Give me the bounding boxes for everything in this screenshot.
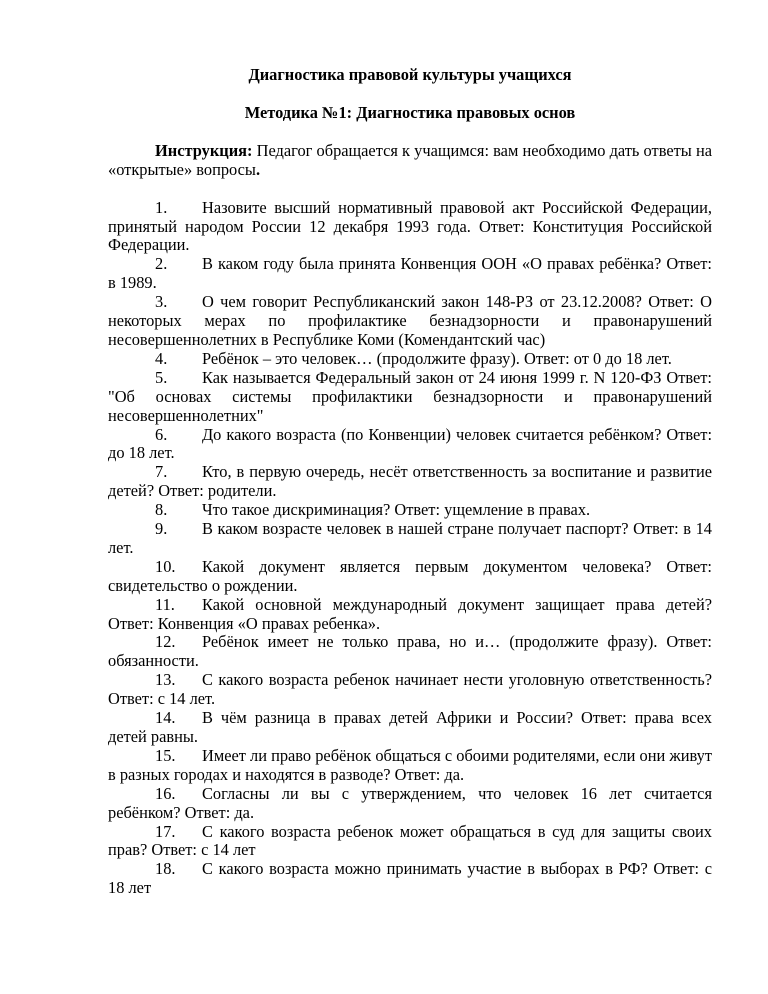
question-item — [108, 426, 712, 464]
question-number: 8. — [155, 500, 168, 520]
question-item — [108, 671, 712, 709]
question-number: 12. — [155, 632, 176, 652]
question-number: 11. — [155, 594, 175, 614]
instruction-paragraph — [108, 142, 712, 180]
question-text: Назовите высший нормативный правовой акт Российской Федерации, принятый народом России 12 декабря 1993 года. Ответ: Конституция Российской Федерации. — [108, 197, 712, 255]
question-number: 6. — [155, 424, 168, 444]
question-number: 10. — [155, 556, 176, 576]
question-item — [108, 596, 712, 634]
question-text: В каком году была принята Конвенция ООН «О правах ребёнка? Ответ: в 1989. — [108, 254, 712, 293]
question-text: Какой основной международный документ защищает права детей? Ответ: Конвенция «О правах ребенка». — [108, 594, 712, 633]
instruction-label: Инструкция: — [155, 140, 253, 160]
question-item — [108, 709, 712, 747]
question-list — [108, 199, 712, 899]
question-item — [108, 785, 712, 823]
question-item — [108, 463, 712, 501]
question-text: С какого возраста можно принимать участие в выборах в РФ? Ответ: с 18 лет — [108, 859, 712, 898]
question-item — [108, 501, 712, 520]
question-item — [108, 369, 712, 426]
question-text: В чём разница в правах детей Африки и России? Ответ: права всех детей равны. — [108, 708, 712, 746]
question-item — [108, 633, 712, 671]
question-item — [108, 350, 712, 369]
question-number: 13. — [155, 670, 176, 690]
question-number: 1. — [155, 197, 168, 217]
question-item — [108, 199, 712, 256]
question-number: 4. — [155, 348, 168, 368]
question-text: Как называется Федеральный закон от 24 июня 1999 г. N 120-ФЗ Ответ: "Об основах системы профилактики безнадзорности и правонарушений несовершеннолетних" — [108, 367, 712, 425]
document-title: Диагностика правовой культуры учащихся — [248, 65, 572, 84]
question-text: Какой документ является первым документом человека? Ответ: свидетельство о рождении. — [108, 556, 712, 595]
question-item — [108, 823, 712, 861]
question-item — [108, 520, 712, 558]
question-item — [108, 255, 712, 293]
instruction-text: Педагог обращается к учащимся: вам необходимо дать ответы на «открытые» вопросы — [108, 140, 712, 179]
question-item — [108, 860, 712, 898]
question-text: Что такое дискриминация? Ответ: ущемление в правах. — [202, 500, 591, 520]
question-text: До какого возраста (по Конвенции) человек считается ребёнком? Ответ: до 18 лет. — [108, 424, 712, 463]
question-number: 16. — [155, 783, 176, 803]
question-number: 18. — [155, 859, 176, 879]
question-item — [108, 747, 712, 785]
question-number: 9. — [155, 519, 168, 539]
question-text: Имеет ли право ребёнок общаться с обоими родителями, если они живут в разных городах и находятся в разводе? Ответ: да. — [108, 745, 713, 784]
question-item — [108, 558, 712, 596]
question-text: С какого возраста ребенок начинает нести уголовную ответственность? Ответ: с 14 лет. — [108, 670, 712, 709]
question-number: 5. — [155, 367, 168, 387]
question-number: 7. — [155, 462, 168, 482]
question-text: С какого возраста ребенок может обращаться в суд для защиты своих прав? Ответ: с 14 лет — [108, 821, 712, 860]
question-number: 3. — [155, 292, 168, 312]
question-number: 2. — [155, 254, 168, 274]
document-body — [108, 66, 712, 898]
document-subtitle: Методика №1: Диагностика правовых основ — [244, 102, 576, 122]
question-number: 15. — [155, 745, 176, 765]
question-number: 17. — [155, 821, 176, 841]
question-text: Согласны ли вы с утверждением, что человек 16 лет считается ребёнком? Ответ: да. — [108, 783, 712, 822]
question-text: Ребёнок имеет не только права, но и… (продолжите фразу). Ответ: обязанности. — [108, 632, 712, 671]
question-number: 14. — [155, 708, 176, 728]
instruction-end: . — [255, 159, 261, 179]
question-text: Ребёнок – это человек… (продолжите фразу). Ответ: от 0 до 18 лет. — [202, 348, 672, 368]
question-text: О чем говорит Республиканский закон 148-РЗ от 23.12.2008? Ответ: О некоторых мерах по профилактике безнадзорности и правонарушений несовершеннолетних в Республике Коми (Комендантский час) — [108, 292, 712, 349]
question-item — [108, 293, 712, 350]
question-text: В каком возрасте человек в нашей стране получает паспорт? Ответ: в 14 лет. — [108, 519, 712, 557]
question-text: Кто, в первую очередь, несёт ответственность за воспитание и развитие детей? Ответ: родители. — [108, 462, 712, 501]
